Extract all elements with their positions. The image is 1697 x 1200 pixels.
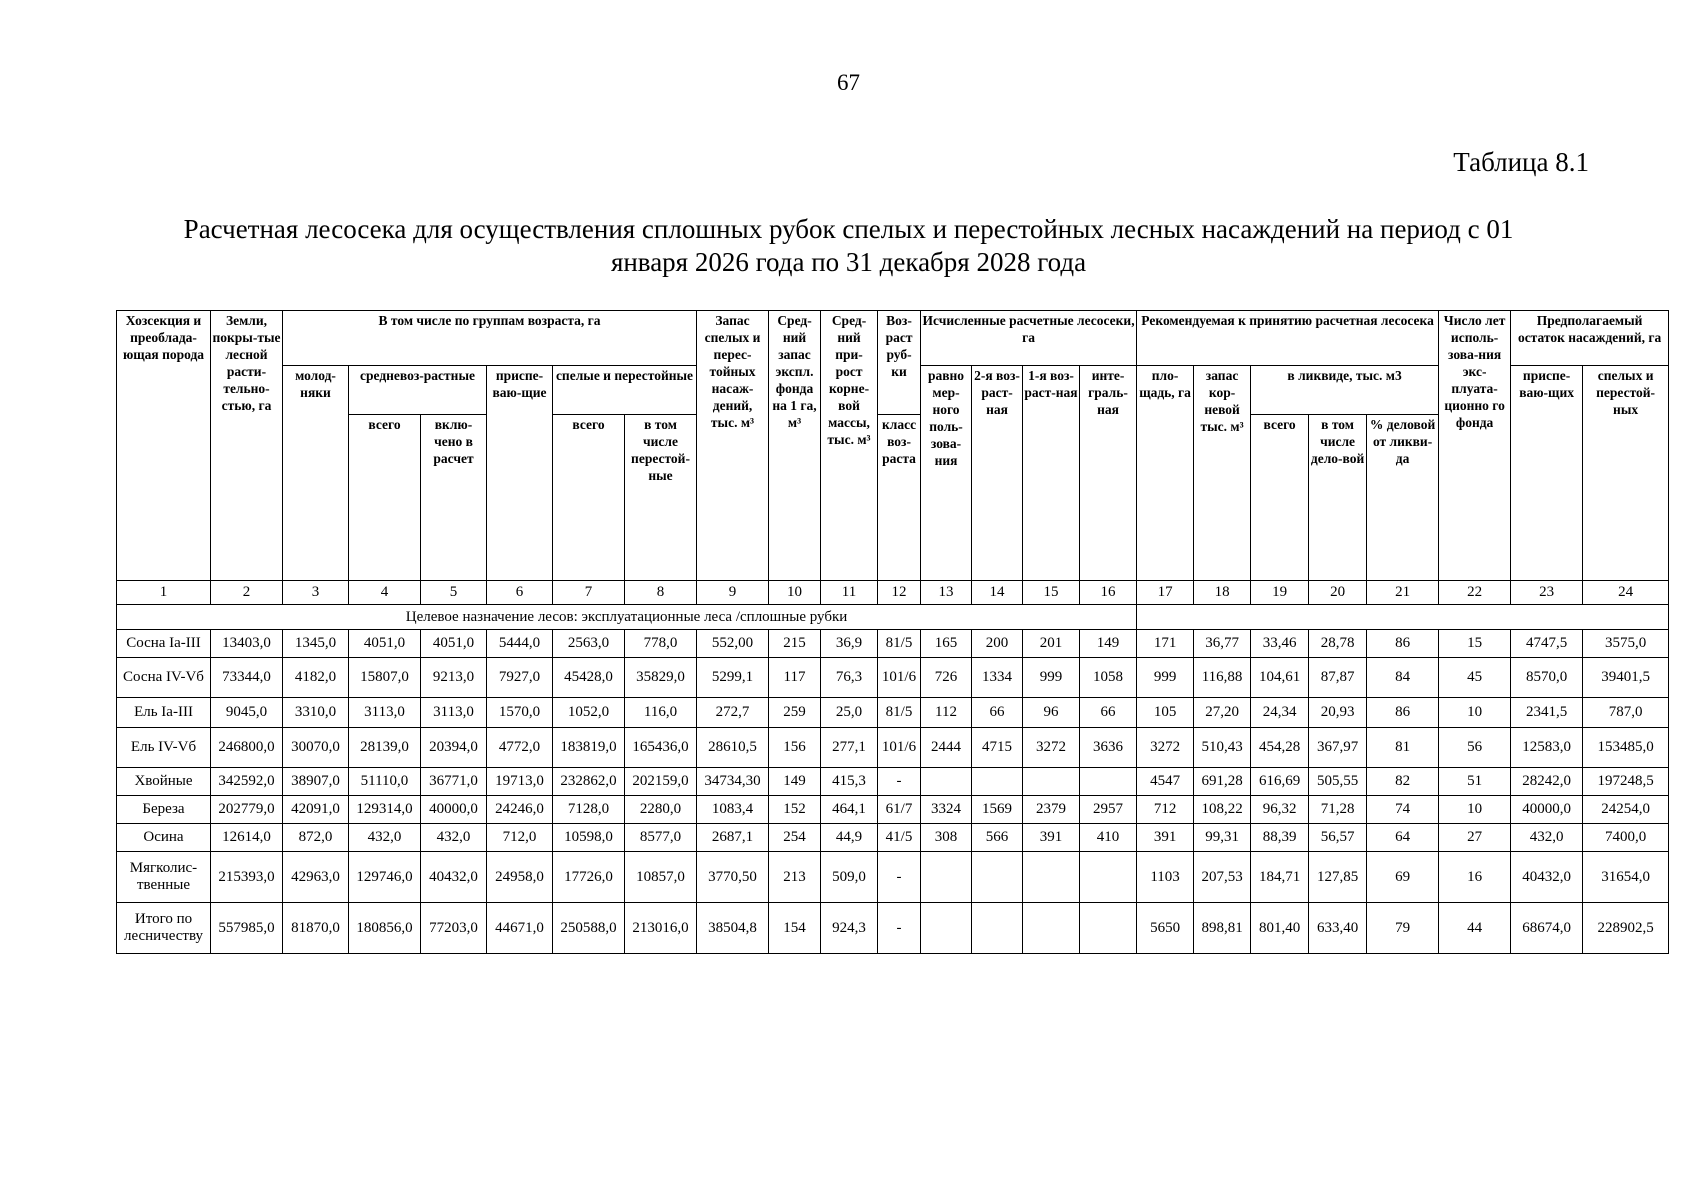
header-ripe-overripe: спелые и перестойные — [553, 366, 697, 415]
header-area: пло-щадь, га — [1137, 366, 1194, 581]
table-cell: 3272 — [1023, 728, 1080, 768]
table-cell: 633,40 — [1309, 903, 1367, 954]
row-label: Осина — [117, 824, 211, 852]
column-number: 17 — [1137, 581, 1194, 605]
table-cell: 5299,1 — [697, 658, 769, 698]
table-cell: 69 — [1367, 852, 1439, 903]
column-number: 16 — [1080, 581, 1137, 605]
table-cell: 415,3 — [821, 768, 878, 796]
table-cell: 924,3 — [821, 903, 878, 954]
header-recommended-area: Рекомендуемая к принятию расчетная лесосека — [1137, 311, 1439, 366]
table-cell: 149 — [1080, 630, 1137, 658]
table-cell: 4715 — [972, 728, 1023, 768]
table-cell: 88,39 — [1251, 824, 1309, 852]
table-cell: 254 — [769, 824, 821, 852]
table-body — [117, 630, 1669, 954]
table-cell: 17726,0 — [553, 852, 625, 903]
table-cell: 367,97 — [1309, 728, 1367, 768]
table-cell: 215 — [769, 630, 821, 658]
table-cell: 454,28 — [1251, 728, 1309, 768]
table-cell: 66 — [1080, 698, 1137, 728]
table-cell: 2280,0 — [625, 796, 697, 824]
header-avg-growth: Сред-ний при-рост корне-вой массы, тыс. м³ — [821, 311, 878, 581]
table-cell: 712,0 — [487, 824, 553, 852]
table-cell: 30070,0 — [283, 728, 349, 768]
table-cell: 20394,0 — [421, 728, 487, 768]
table-cell: 81 — [1367, 728, 1439, 768]
table-cell — [1080, 852, 1137, 903]
table-row — [117, 824, 1669, 852]
table-cell: 3272 — [1137, 728, 1194, 768]
table-row — [117, 698, 1669, 728]
table-cell: 28,78 — [1309, 630, 1367, 658]
table-cell: 259 — [769, 698, 821, 728]
header-middle-included: вклю-чено в расчет — [421, 415, 487, 581]
table-cell: 5444,0 — [487, 630, 553, 658]
table-cell: 81/5 — [878, 698, 921, 728]
table-cell: 5650 — [1137, 903, 1194, 954]
table-cell: 10 — [1439, 796, 1511, 824]
table-cell: 9213,0 — [421, 658, 487, 698]
table-cell: 44 — [1439, 903, 1511, 954]
column-number: 9 — [697, 581, 769, 605]
table-cell: 4051,0 — [421, 630, 487, 658]
table-cell: 3575,0 — [1583, 630, 1669, 658]
column-number: 24 — [1583, 581, 1669, 605]
table-cell: 39401,5 — [1583, 658, 1669, 698]
table-cell: 68674,0 — [1511, 903, 1583, 954]
table-cell: 12614,0 — [211, 824, 283, 852]
table-cell: 112 — [921, 698, 972, 728]
header-calculated-areas: Исчисленные расчетные лесосеки, га — [921, 311, 1137, 366]
table-cell: 87,87 — [1309, 658, 1367, 698]
row-label: Береза — [117, 796, 211, 824]
table-cell: 15 — [1439, 630, 1511, 658]
table-cell: 154 — [769, 903, 821, 954]
table-cell: 10 — [1439, 698, 1511, 728]
table-cell: 277,1 — [821, 728, 878, 768]
table-cell: - — [878, 852, 921, 903]
table-cell: 10857,0 — [625, 852, 697, 903]
table-cell: 116,88 — [1194, 658, 1251, 698]
table-cell: 28139,0 — [349, 728, 421, 768]
table-cell: 41/5 — [878, 824, 921, 852]
table-cell: 24958,0 — [487, 852, 553, 903]
table-cell: 202779,0 — [211, 796, 283, 824]
table-row — [117, 903, 1669, 954]
table-cell: 432,0 — [421, 824, 487, 852]
table-cell — [1023, 768, 1080, 796]
header-maturing: приспе-ваю-щие — [487, 366, 553, 581]
table-cell — [1023, 903, 1080, 954]
table-cell: 872,0 — [283, 824, 349, 852]
table-cell: 712 — [1137, 796, 1194, 824]
header-age-class: класс воз-раста — [878, 415, 921, 581]
row-label: Ель IV-Vб — [117, 728, 211, 768]
cutting-area-table — [116, 310, 1669, 954]
table-cell: 38504,8 — [697, 903, 769, 954]
table-row — [117, 768, 1669, 796]
table-cell: 33,46 — [1251, 630, 1309, 658]
table-cell: 432,0 — [349, 824, 421, 852]
header-second-age: 2-я воз-раст-ная — [972, 366, 1023, 581]
table-cell: 81/5 — [878, 630, 921, 658]
table-cell: 165436,0 — [625, 728, 697, 768]
table-cell: 51 — [1439, 768, 1511, 796]
header-middle-aged: средневоз-растные — [349, 366, 487, 415]
table-cell: 552,00 — [697, 630, 769, 658]
table-cell: 557985,0 — [211, 903, 283, 954]
column-number: 23 — [1511, 581, 1583, 605]
table-cell: 81870,0 — [283, 903, 349, 954]
table-cell: 410 — [1080, 824, 1137, 852]
table-cell: 36,9 — [821, 630, 878, 658]
header-forested-land: Земли, покры-тые лесной расти-тельно-стью, га — [211, 311, 283, 581]
table-cell — [1080, 768, 1137, 796]
table-cell: 104,61 — [1251, 658, 1309, 698]
table-cell: 3113,0 — [349, 698, 421, 728]
row-label: Хвойные — [117, 768, 211, 796]
row-label: Ель Iа-III — [117, 698, 211, 728]
table-cell: 127,85 — [1309, 852, 1367, 903]
table-cell: 129314,0 — [349, 796, 421, 824]
table-cell: 272,7 — [697, 698, 769, 728]
table-cell: 82 — [1367, 768, 1439, 796]
table-cell: - — [878, 768, 921, 796]
table-cell: 1334 — [972, 658, 1023, 698]
table-cell — [921, 852, 972, 903]
header-middle-total: всего — [349, 415, 421, 581]
table-cell: 7927,0 — [487, 658, 553, 698]
title-line-2: января 2026 года по 31 декабря 2028 года — [610, 247, 1087, 277]
header-root-stock: запас кор-невой тыс. м³ — [1194, 366, 1251, 581]
column-number: 13 — [921, 581, 972, 605]
table-cell: 213016,0 — [625, 903, 697, 954]
table-cell: 616,69 — [1251, 768, 1309, 796]
column-number: 3 — [283, 581, 349, 605]
table-row — [117, 658, 1669, 698]
table-cell: 108,22 — [1194, 796, 1251, 824]
table-cell: 898,81 — [1194, 903, 1251, 954]
header-remainder: Предполагаемый остаток насаждений, га — [1511, 311, 1669, 366]
table-cell: 999 — [1023, 658, 1080, 698]
table-cell: 35829,0 — [625, 658, 697, 698]
table-cell: 207,53 — [1194, 852, 1251, 903]
table-cell: 801,40 — [1251, 903, 1309, 954]
table-cell: 232862,0 — [553, 768, 625, 796]
table-cell: 40000,0 — [421, 796, 487, 824]
header-age-groups: В том числе по группам возраста, га — [283, 311, 697, 366]
table-cell: 84 — [1367, 658, 1439, 698]
table-cell: 464,1 — [821, 796, 878, 824]
table-cell: 12583,0 — [1511, 728, 1583, 768]
table-cell: - — [878, 903, 921, 954]
table-cell — [921, 903, 972, 954]
section-label: Целевое назначение лесов: эксплуатационные леса /сплошные рубки — [117, 605, 1137, 630]
table-cell: 34734,30 — [697, 768, 769, 796]
page-number: 67 — [837, 70, 860, 95]
table-cell: 2341,5 — [1511, 698, 1583, 728]
table-cell: 228902,5 — [1583, 903, 1669, 954]
table-cell: 36771,0 — [421, 768, 487, 796]
table-cell: 74 — [1367, 796, 1439, 824]
header-integral: инте-граль-ная — [1080, 366, 1137, 581]
table-cell: 79 — [1367, 903, 1439, 954]
table-row — [117, 728, 1669, 768]
table-cell: 56 — [1439, 728, 1511, 768]
header-young: молод-няки — [283, 366, 349, 581]
table-cell: 42963,0 — [283, 852, 349, 903]
table-cell: 153485,0 — [1583, 728, 1669, 768]
table-cell: 201 — [1023, 630, 1080, 658]
table-cell: 1345,0 — [283, 630, 349, 658]
table-cell: 96 — [1023, 698, 1080, 728]
table-cell: 13403,0 — [211, 630, 283, 658]
table-cell: 1083,4 — [697, 796, 769, 824]
column-number: 22 — [1439, 581, 1511, 605]
table-cell: 2957 — [1080, 796, 1137, 824]
header-ripe-total: всего — [553, 415, 625, 581]
table-cell: 64 — [1367, 824, 1439, 852]
table-cell: 45428,0 — [553, 658, 625, 698]
table-cell: 116,0 — [625, 698, 697, 728]
table-cell: 105 — [1137, 698, 1194, 728]
table-cell: 3113,0 — [421, 698, 487, 728]
header-liquid: в ликвиде, тыс. м3 — [1251, 366, 1439, 415]
table-cell: 86 — [1367, 698, 1439, 728]
table-cell: 101/6 — [878, 728, 921, 768]
table-cell: 4547 — [1137, 768, 1194, 796]
table-cell: 24254,0 — [1583, 796, 1669, 824]
column-number: 18 — [1194, 581, 1251, 605]
table-cell: 246800,0 — [211, 728, 283, 768]
table-cell: 86 — [1367, 630, 1439, 658]
column-number: 21 — [1367, 581, 1439, 605]
table-cell: 56,57 — [1309, 824, 1367, 852]
table-cell: 200 — [972, 630, 1023, 658]
table-row — [117, 852, 1669, 903]
table-cell: 25,0 — [821, 698, 878, 728]
table-cell: 4747,5 — [1511, 630, 1583, 658]
table-cell: 1569 — [972, 796, 1023, 824]
table-cell: 15807,0 — [349, 658, 421, 698]
table-cell — [921, 768, 972, 796]
table-cell: 3324 — [921, 796, 972, 824]
table-cell: 1103 — [1137, 852, 1194, 903]
table-cell: 184,71 — [1251, 852, 1309, 903]
header-years-of-use: Число лет исполь-зова-ния экс-плуата-ционно го фонда — [1439, 311, 1511, 581]
table-cell: 7400,0 — [1583, 824, 1669, 852]
table-label: Таблица 8.1 — [1453, 147, 1589, 177]
table-cell: 66 — [972, 698, 1023, 728]
table-cell: 2444 — [921, 728, 972, 768]
table-cell: 1052,0 — [553, 698, 625, 728]
table-cell: 24,34 — [1251, 698, 1309, 728]
table-cell: 71,28 — [1309, 796, 1367, 824]
header-rem-maturing: приспе-ваю-щих — [1511, 366, 1583, 581]
table-cell: 787,0 — [1583, 698, 1669, 728]
header-cutting-age: Воз-раст руб-ки — [878, 311, 921, 415]
header-ripe-stock: Запас спелых и перес-тойных насаж-дений, тыс. м³ — [697, 311, 769, 581]
column-number: 12 — [878, 581, 921, 605]
table-cell: 44,9 — [821, 824, 878, 852]
document-title — [130, 213, 1567, 279]
table-cell: 152 — [769, 796, 821, 824]
header-avg-stock: Сред-ний запас экспл. фонда на 1 га, м³ — [769, 311, 821, 581]
table-cell: 2687,1 — [697, 824, 769, 852]
table-cell: 44671,0 — [487, 903, 553, 954]
row-label: Сосна Iа-III — [117, 630, 211, 658]
column-number: 2 — [211, 581, 283, 605]
table-cell: 40000,0 — [1511, 796, 1583, 824]
table-cell: 10598,0 — [553, 824, 625, 852]
column-number: 15 — [1023, 581, 1080, 605]
table-cell: 77203,0 — [421, 903, 487, 954]
table-cell: 117 — [769, 658, 821, 698]
table-cell: 510,43 — [1194, 728, 1251, 768]
table-cell: 202159,0 — [625, 768, 697, 796]
table-cell: 61/7 — [878, 796, 921, 824]
header-liquid-total: всего — [1251, 415, 1309, 581]
table-cell: 778,0 — [625, 630, 697, 658]
table-cell: 3636 — [1080, 728, 1137, 768]
table-cell: 566 — [972, 824, 1023, 852]
column-number: 4 — [349, 581, 421, 605]
table-cell: 96,32 — [1251, 796, 1309, 824]
table-cell: 40432,0 — [1511, 852, 1583, 903]
table-cell: 51110,0 — [349, 768, 421, 796]
table-cell: 99,31 — [1194, 824, 1251, 852]
column-number: 14 — [972, 581, 1023, 605]
column-number: 19 — [1251, 581, 1309, 605]
table-cell: 9045,0 — [211, 698, 283, 728]
row-label: Мягколис-твенные — [117, 852, 211, 903]
section-row — [117, 605, 1669, 630]
table-cell: 308 — [921, 824, 972, 852]
column-number: 7 — [553, 581, 625, 605]
table-cell: 42091,0 — [283, 796, 349, 824]
column-number: 11 — [821, 581, 878, 605]
table-cell: 213 — [769, 852, 821, 903]
table-cell: 250588,0 — [553, 903, 625, 954]
table-cell: 7128,0 — [553, 796, 625, 824]
column-number: 10 — [769, 581, 821, 605]
table-cell: 391 — [1137, 824, 1194, 852]
table-cell: 24246,0 — [487, 796, 553, 824]
header-first-age: 1-я воз-раст-ная — [1023, 366, 1080, 581]
table-cell: 27 — [1439, 824, 1511, 852]
header-even-use: равно мер-ного поль-зова-ния — [921, 366, 972, 581]
table-cell: 1570,0 — [487, 698, 553, 728]
column-number: 1 — [117, 581, 211, 605]
table-cell — [1080, 903, 1137, 954]
header-liquid-business: в том числе дело-вой — [1309, 415, 1367, 581]
table-cell: 8570,0 — [1511, 658, 1583, 698]
header-species: Хозсекция и преоблада-ющая порода — [117, 311, 211, 581]
table-cell: 999 — [1137, 658, 1194, 698]
table-cell: 505,55 — [1309, 768, 1367, 796]
title-line-1: Расчетная лесосека для осуществления сплошных рубок спелых и перестойных лесных насаждений на период с 01 — [183, 214, 1514, 244]
table-cell: 726 — [921, 658, 972, 698]
table-cell: 180856,0 — [349, 903, 421, 954]
table-cell: 28242,0 — [1511, 768, 1583, 796]
row-label: Сосна IV-Vб — [117, 658, 211, 698]
table-cell: 183819,0 — [553, 728, 625, 768]
table-cell: 391 — [1023, 824, 1080, 852]
table-cell: 36,77 — [1194, 630, 1251, 658]
table-cell: 4182,0 — [283, 658, 349, 698]
table-cell: 28610,5 — [697, 728, 769, 768]
header-ripe-overripe-part: в том числе перестой-ные — [625, 415, 697, 581]
column-number: 5 — [421, 581, 487, 605]
table-cell: 31654,0 — [1583, 852, 1669, 903]
table-cell: 509,0 — [821, 852, 878, 903]
row-label: Итого по лесничеству — [117, 903, 211, 954]
table-cell — [1023, 852, 1080, 903]
table-cell: 76,3 — [821, 658, 878, 698]
table-cell: 165 — [921, 630, 972, 658]
table-cell: 3770,50 — [697, 852, 769, 903]
table-cell — [972, 768, 1023, 796]
table-cell: 45 — [1439, 658, 1511, 698]
table-cell: 3310,0 — [283, 698, 349, 728]
column-number: 6 — [487, 581, 553, 605]
table-cell: 171 — [1137, 630, 1194, 658]
table-cell: 1058 — [1080, 658, 1137, 698]
header-rem-ripe: спелых и перестой-ных — [1583, 366, 1669, 581]
table-cell: 2379 — [1023, 796, 1080, 824]
table-row — [117, 630, 1669, 658]
header-liquid-percent: % деловой от ликви-да — [1367, 415, 1439, 581]
table-cell: 197248,5 — [1583, 768, 1669, 796]
table-cell: 4051,0 — [349, 630, 421, 658]
table-row — [117, 796, 1669, 824]
table-cell: 215393,0 — [211, 852, 283, 903]
table-cell: 8577,0 — [625, 824, 697, 852]
column-number: 20 — [1309, 581, 1367, 605]
table-cell: 691,28 — [1194, 768, 1251, 796]
column-number: 8 — [625, 581, 697, 605]
table-cell: 16 — [1439, 852, 1511, 903]
table-cell — [972, 852, 1023, 903]
table-cell: 40432,0 — [421, 852, 487, 903]
table-cell: 432,0 — [1511, 824, 1583, 852]
table-cell: 38907,0 — [283, 768, 349, 796]
table-cell: 156 — [769, 728, 821, 768]
table-cell: 129746,0 — [349, 852, 421, 903]
section-blank — [1137, 605, 1669, 630]
table-cell: 149 — [769, 768, 821, 796]
table-cell: 2563,0 — [553, 630, 625, 658]
table-cell — [972, 903, 1023, 954]
table-cell: 4772,0 — [487, 728, 553, 768]
table-cell: 20,93 — [1309, 698, 1367, 728]
column-number-row — [117, 581, 1669, 605]
table-cell: 73344,0 — [211, 658, 283, 698]
table-cell: 19713,0 — [487, 768, 553, 796]
table-cell: 101/6 — [878, 658, 921, 698]
table-cell: 342592,0 — [211, 768, 283, 796]
table-cell: 27,20 — [1194, 698, 1251, 728]
